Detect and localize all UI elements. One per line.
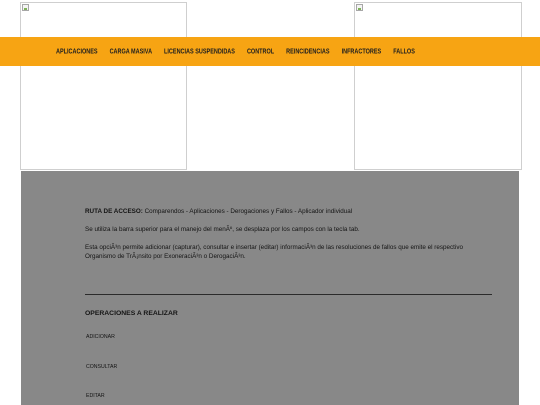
nav-item-fallos[interactable]: FALLOS bbox=[393, 47, 415, 56]
operation-adicionar[interactable]: ADICIONAR bbox=[86, 334, 115, 340]
help-text bbox=[85, 207, 492, 261]
content-panel bbox=[21, 171, 519, 405]
nav-menu bbox=[56, 37, 427, 66]
section-divider bbox=[85, 294, 492, 295]
nav-item-aplicaciones[interactable]: APLICACIONES bbox=[56, 47, 98, 56]
route-line bbox=[85, 207, 492, 216]
broken-image-icon bbox=[356, 4, 363, 11]
nav-item-infractores[interactable]: INFRACTORES bbox=[341, 47, 382, 56]
nav-item-carga-masiva[interactable]: CARGA MASIVA bbox=[109, 47, 153, 56]
left-banner-image bbox=[20, 2, 187, 170]
operation-editar[interactable]: EDITAR bbox=[86, 393, 105, 399]
operations-heading: OPERACIONES A REALIZAR bbox=[85, 310, 178, 317]
route-label: RUTA DE ACCESO: bbox=[85, 208, 143, 215]
top-navigation-bar bbox=[0, 37, 540, 66]
description-paragraph: Esta opciÃ³n permite adicionar (capturar), consultar e insertar (editar) informaciÃ³n de las resoluciones de fallos que emite el respectivo Organismo de TrÃ¡nsito por ExoneraciÃ³n o DerogaciÃ³n. bbox=[85, 244, 463, 260]
nav-item-control[interactable]: CONTROL bbox=[246, 47, 275, 56]
broken-image-icon bbox=[22, 4, 29, 11]
route-path: Comparendos - Aplicaciones - Derogaciones y Fallos - Aplicador individual bbox=[144, 208, 353, 215]
usage-paragraph: Se utiliza la barra superior para el manejo del menÃº, se desplaza por los campos con la tecla tab. bbox=[85, 226, 360, 233]
operation-consultar[interactable]: CONSULTAR bbox=[86, 364, 118, 370]
right-banner-image bbox=[354, 2, 522, 170]
nav-item-licencias-suspendidas[interactable]: LICENCIAS SUSPENDIDAS bbox=[164, 47, 235, 56]
nav-item-reincidencias[interactable]: REINCIDENCIAS bbox=[286, 47, 330, 56]
